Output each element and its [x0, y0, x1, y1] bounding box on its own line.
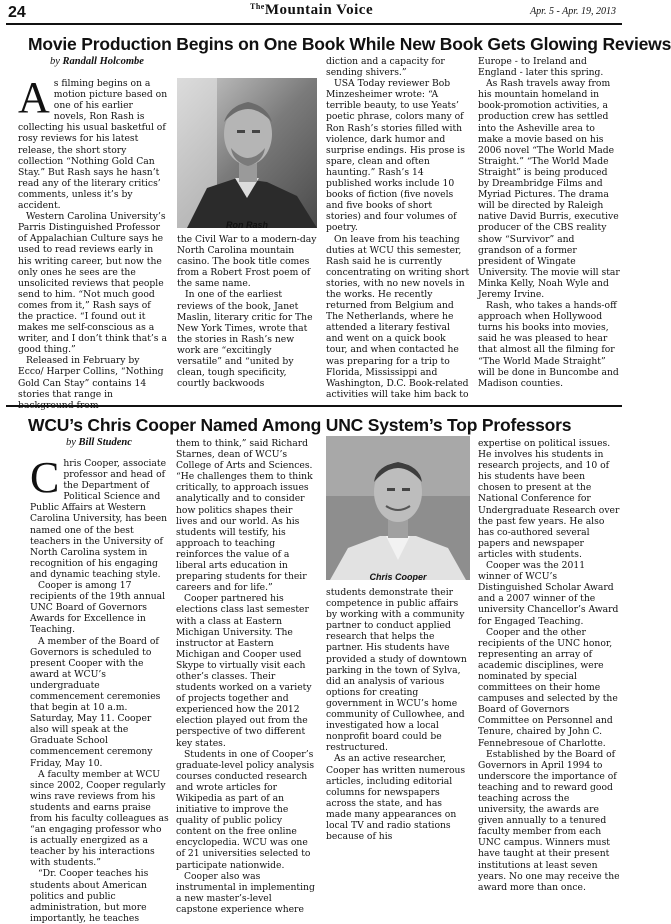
header-rule	[6, 23, 622, 25]
article2-paragraph: As an active researcher, Cooper has written numerous articles, including editorial columns for newspapers across the state, and has made many appearances on local TV and radio stations because of his	[326, 753, 466, 843]
article1-paragraph: In one of the earliest reviews of the book, Janet Maslin, literary critic for The New York Times, wrote that the stories in Rash’s new work are “excitingly versatile” and “united by clean, tough specificity, courtly backwoods	[177, 289, 313, 390]
chris-cooper-photo	[326, 436, 470, 580]
article1-paragraph: Released in February by Ecco/ Harper Collins, “Nothing Gold Can Stay” contains 14 stories that range in	[18, 355, 164, 400]
article1-paragraph: USA Today reviewer Bob Minzesheimer wrote: “A terrible beauty, to use Yeats’ poetic phrase, colors many of Ron Rash’s stories filled with violence, dark humor and surprise endings. His prose is spare, clean and often haunting.” Rash’s 14 published works include 10 books of fiction (five novels and five books of short stories) and four volumes of poetry.	[326, 78, 465, 234]
article1-headline: Movie Production Begins on One Book While New Book Gets Glowing Reviews	[28, 34, 671, 54]
article2-column-2	[176, 438, 316, 915]
article1-byline-author: Randall Holcombe	[62, 56, 144, 67]
page-number: 24	[8, 4, 26, 21]
article2-column-4	[478, 438, 620, 893]
article2-paragraph: Cooper is among 17 recipients of the 19th annual UNC Board of Governors Awards for Excellence in Teaching.	[30, 580, 166, 636]
article1-column-3	[326, 56, 470, 400]
article2-byline	[66, 437, 132, 448]
article1-paragraph: As Rash travels away from his mountain homeland in book-promotion activities, a production crew has settled into the Asheville area to make a movie based on his 2006 novel “The World Made Straight.” “The World Made Straight” is being produced by Dreambridge Films and Myriad Pictures. The drama will be directed by Raleigh native David Burris, executive producer of the CBS reality show “Survivor” and grandson of a former president of Wingate University. The movie will star Minka Kelly, Noah Wyle and Jeremy Irvine.	[478, 78, 620, 300]
article2-paragraph: them to think,” said Richard Starnes, dean of WCU’s College of Arts and Sciences. “He challenges them to think critically, to approach issues analytically and to consider how politics shapes their lives and our world. As his students will testify, his approach to teaching reinforces the value of a liberal arts education in preparing students for their careers and for life.”	[176, 438, 313, 594]
ron-rash-portrait-graphic	[177, 78, 317, 228]
masthead-prefix: The	[250, 2, 265, 11]
article2-paragraph: A faculty member at WCU since 2002, Cooper regularly wins rave reviews from his students and earns praise from his faculty colleagues as “an engaging professor who is actually energized as a teacher by his interactions with students.”	[30, 768, 169, 869]
article2-paragraph: A member of the Board of Governors is scheduled to present Cooper with the award at WCU’s undergraduate commencement ceremonies that begin at 10 a.m. Saturday, May 11. Cooper also will speak at the Graduate School commencement ceremony Friday, May 10.	[30, 635, 161, 769]
article1-paragraph: diction and a capacity for sending shivers.”	[326, 56, 445, 79]
article2-paragraph: Cooper and the other recipients of the UNC honor, representing an array of academic disciplines, were nominated by special committees on their home campuses and selected by the Board of Governors Committee on Personnel and Tenure, chaired by John C. Fennebresoue of Charlotte.	[478, 626, 618, 749]
article1-paragraph: s filming begins on a motion picture based on one of his earlier novels, Ron Rash is collecting his usual basketful of rosy reviews for his latest release, the short story collection “Nothing Gold Can Stay.” But Rash says he hasn’t read any of the literary critics’ comments, unless it’s by accident.	[18, 78, 168, 212]
issue-date: Apr. 5 - Apr. 19, 2013	[530, 6, 616, 17]
article2-paragraph: “Dr. Cooper teaches his students about American politics and public administration, but more importantly, he teaches	[30, 868, 149, 924]
article2-byline-author: Bill Studenc	[78, 437, 132, 448]
article1-drop-cap: A	[18, 73, 50, 122]
article1-column-1	[18, 73, 168, 400]
article1-column-2	[177, 234, 317, 400]
article2-byline-prefix: by	[66, 437, 76, 448]
article2-paragraph: Cooper partnered his elections class last semester with a class at Eastern Michigan University. The instructor at Eastern Michigan and Cooper used Skype to virtually visit each other’s classes. Their students worked on a variety of projects together and experienced how the 2012 election played out from the perspective of two different key states.	[176, 593, 312, 749]
chris-cooper-caption: Chris Cooper	[369, 572, 427, 582]
article1-paragraph: the Civil War to a modern-day North Carolina mountain casino. The book title comes from a Robert Frost poem of the same name.	[177, 234, 317, 290]
section-divider	[6, 405, 622, 407]
article2-drop-cap: C	[30, 453, 60, 502]
article2-paragraph: Cooper was the 2011 winner of WCU’s Distinguished Scholar Award and a 2007 winner of the university Chancellor’s Award for Engaged Teaching.	[478, 560, 619, 627]
article2-column-3	[326, 587, 470, 843]
chris-cooper-portrait-graphic	[326, 436, 470, 580]
masthead-title: Mountain Voice	[264, 2, 374, 18]
article2-paragraph: Cooper also was instrumental in implementing a new master’s-level capstone experience where	[176, 870, 315, 915]
article2-paragraph: hris Cooper, associate professor and head of the Department of Political Science and Public Affairs at Western Carolina University, has been named one of the best teachers in the University of North Carolina system in recognition of his engaging and dynamic teaching style.	[30, 458, 168, 580]
article1-paragraph: Rash, who takes a hands-off approach when Hollywood turns his books into movies, said he was pleased to hear that almost all the filming for “The World Made Straight” will be done in Buncombe and Madison counties.	[478, 300, 619, 389]
article1-column-4	[478, 56, 620, 400]
ron-rash-photo	[177, 78, 317, 228]
article1-byline	[50, 56, 144, 67]
article1-paragraph: Europe - to Ireland and England - later this spring.	[478, 56, 604, 79]
article2-paragraph: expertise on political issues. He involves his students in research projects, and 10 of his students have been chosen to present at the National Conference for Undergraduate Research over the past few years. He also has co-authored several papers and newspaper articles with students.	[478, 438, 620, 560]
article2-paragraph: Established by the Board of Governors in April 1994 to underscore the importance of teaching and to reward good teaching across the university, the awards are given annually to a tenured faculty member from each UNC campus. Winners must have taught at their present institutions at least seven years. No one may receive the award more than once.	[478, 748, 620, 893]
article1-byline-prefix: by	[50, 56, 60, 67]
ron-rash-caption: Ron Rash	[225, 220, 268, 230]
article1-paragraph: On leave from his teaching duties at WCU this semester, Rash said he is currently concentrating on writing short stories, with no new novels in the works. He recently returned from Belgium and The Netherlands, where he attended a literary festival and went on a quick book tour, and when contacted he was preparing for a trip to Florida, Mississippi and Washington, D.C. Book-related activities will take him back to	[326, 233, 470, 400]
article2-paragraph: students demonstrate their competence in public affairs by working with a community partner to conduct applied research that helps the partner. His students have provided a study of downtown parking in the town of Sylva, did an analysis of various options for creating government in WCU’s home community of Cullowhee, and investigated how a local nonprofit board could be restructured.	[326, 587, 467, 754]
masthead	[250, 2, 373, 19]
article2-paragraph: Students in one of Cooper’s graduate-level policy analysis courses conducted research and wrote articles for Wikipedia as part of an initiative to improve the quality of public policy content on the free online encyclopedia. WCU was one of 21 universities selected to participate nationwide.	[176, 748, 315, 871]
article2-column-1	[30, 453, 170, 924]
article1-paragraph: Western Carolina University’s Parris Distinguished Professor of Appalachian Culture says he used to read reviews early in his writing career, but now the only ones he sees are the unsolicited reviews that people send to him. “Not much good comes from it,” Rash says of the practice. “I found out it makes me self-conscious as a writer, and I don’t think that’s a good thing.”	[18, 211, 167, 356]
article2-headline: WCU’s Chris Cooper Named Among UNC System’s Top Professors	[28, 415, 572, 435]
